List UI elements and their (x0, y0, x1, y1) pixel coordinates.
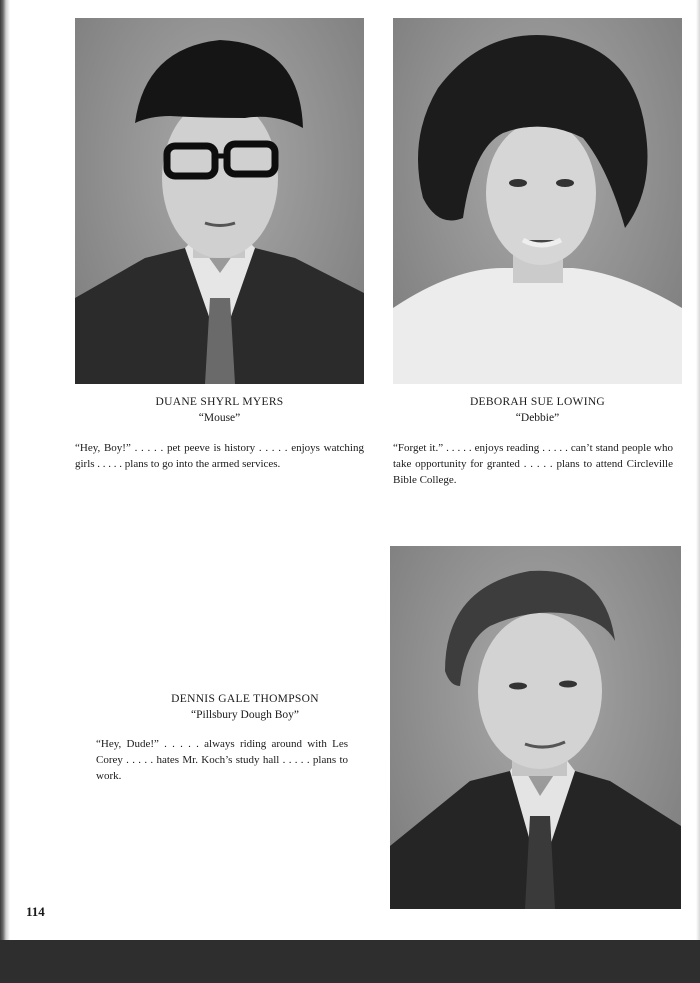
portrait-deborah-lowing (393, 18, 682, 384)
student-bio: “Hey, Dude!” . . . . . always riding around with Les Corey . . . . . hates Mr. Koch’s study hall . . . . . plans to work. (96, 738, 348, 782)
student-nickname: “Debbie” (515, 412, 560, 424)
portrait-dennis-thompson (390, 546, 681, 909)
scan-bottom-edge (0, 940, 700, 983)
student-bio: “Forget it.” . . . . . enjoys reading . . . . . can’t stand people who take opportunity for granted . . . . . plans to attend Circleville Bible College. (393, 442, 673, 486)
student-name: DENNIS GALE THOMPSON (171, 693, 319, 705)
page-number: 114 (26, 904, 45, 919)
portrait-duane-myers (75, 18, 364, 384)
student-nickname: “Mouse” (198, 412, 241, 424)
student-bio: “Hey, Boy!” . . . . . pet peeve is history . . . . . enjoys watching girls . . . . . plans to go into the armed services. (75, 442, 364, 470)
student-name: DUANE SHYRL MYERS (155, 396, 284, 408)
page-edge (696, 0, 700, 983)
student-nickname: “Pillsbury Dough Boy” (191, 709, 299, 721)
book-gutter-shadow (0, 0, 10, 983)
student-name: DEBORAH SUE LOWING (469, 396, 606, 408)
